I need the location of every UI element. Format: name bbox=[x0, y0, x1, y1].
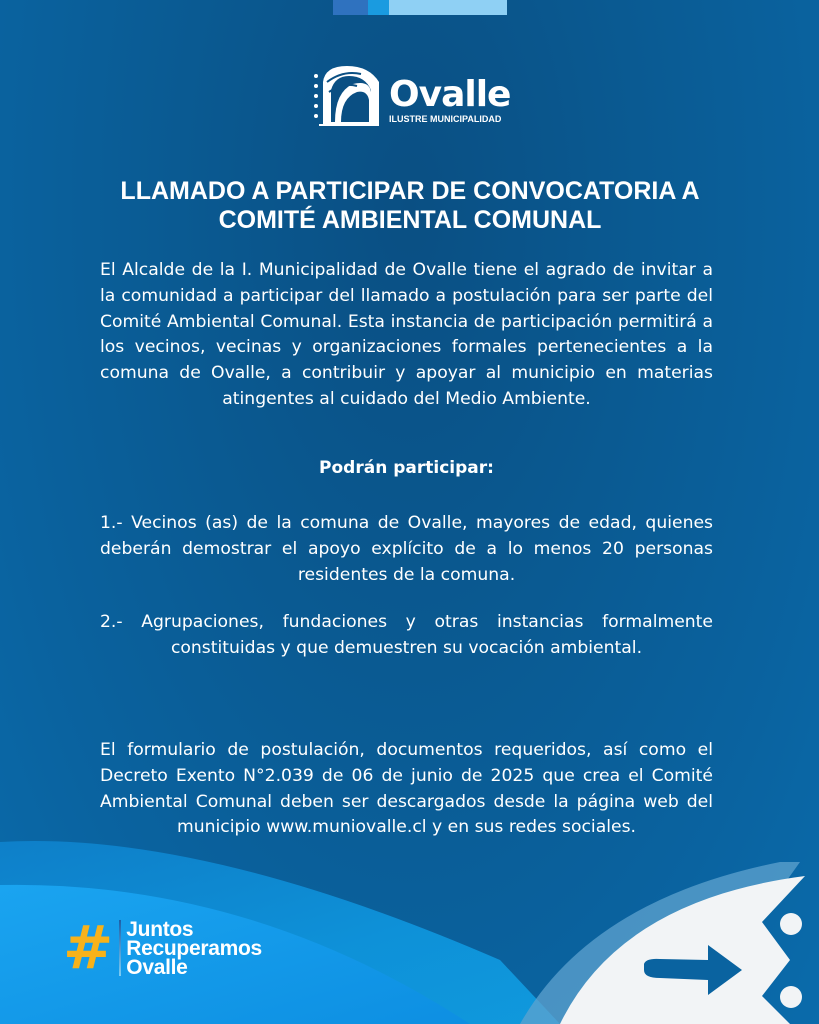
hashtag-line-3: Ovalle bbox=[126, 955, 188, 979]
title-line-1: LLAMADO A PARTICIPAR DE CONVOCATORIA A bbox=[120, 177, 700, 205]
participants-heading: Podrán participar: bbox=[319, 458, 494, 478]
hashtag-line-2: Recuperamos bbox=[126, 936, 262, 960]
closing-paragraph: El formulario de postulación, documentos requeridos, así como el Decreto Exento N°2.039 de 06 de junio de 2025 que crea el Comité Ambiental Comunal deben ser descargados desde la página web del municipio www.muniovalle.cl y en sus redes sociales. bbox=[100, 740, 713, 838]
intro-paragraph: El Alcalde de la I. Municipalidad de Ovalle tiene el agrado de invitar a la comunidad a participar del llamado a postulación para ser parte del Comité Ambiental Comunal. Esta instancia de participación permitirá a los vecinos, vecinas y organizaciones formales pertenecientes a la comuna de Ovalle, a contribuir y apoyar al municipio en materias atingentes al cuidado del Medio Ambiente. bbox=[100, 260, 713, 409]
logo-subtitle: ILUSTRE MUNICIPALIDAD bbox=[389, 114, 502, 124]
hashtag-line-1: Juntos bbox=[126, 917, 194, 941]
logo-name: Ovalle bbox=[389, 74, 511, 115]
corner-decoration bbox=[500, 860, 819, 1024]
participant-item-1: 1.- Vecinos (as) de la comuna de Ovalle, mayores de edad, quienes deberán demostrar el apoyo explícito de a lo menos 20 personas residentes de la comuna. bbox=[100, 513, 713, 585]
title-line-2: COMITÉ AMBIENTAL COMUNAL bbox=[218, 206, 602, 234]
hashtag-divider bbox=[119, 920, 121, 976]
campaign-hashtag bbox=[63, 913, 262, 983]
hashtag-symbol: # bbox=[63, 913, 114, 983]
participant-item-2: 2.- Agrupaciones, fundaciones y otras instancias formalmente constituidas y que demuestren su vocación ambiental. bbox=[100, 612, 713, 658]
